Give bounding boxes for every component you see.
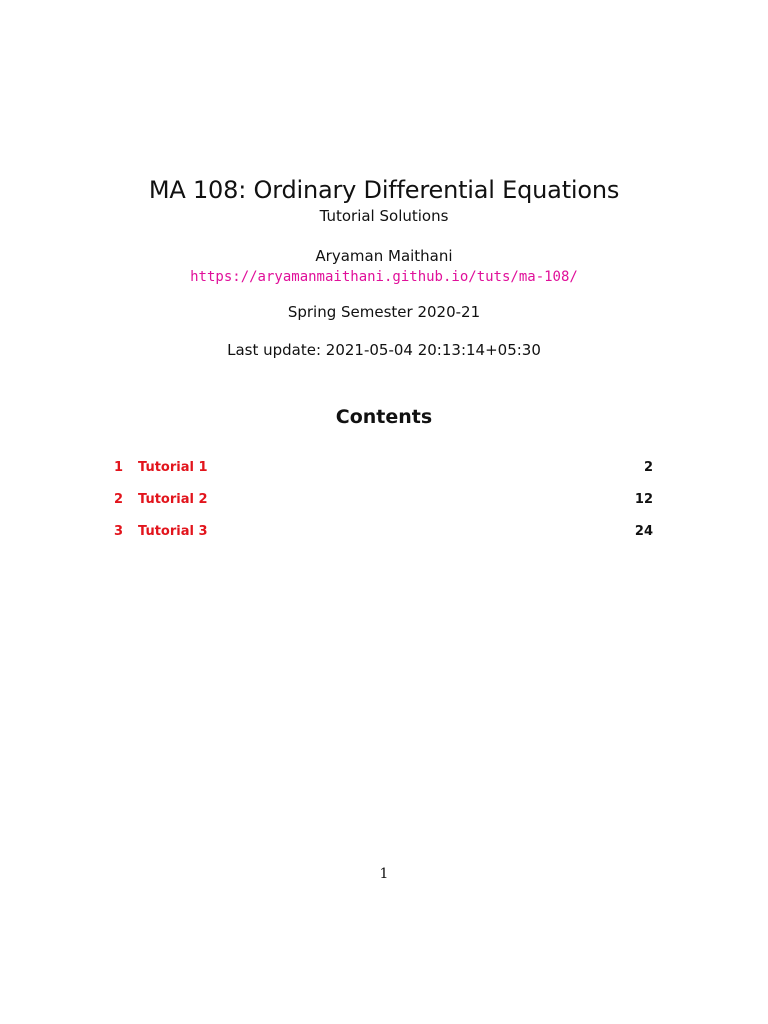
toc-entry-tutorial-1[interactable]	[114, 456, 653, 478]
table-of-contents	[114, 456, 653, 552]
toc-entry-tutorial-3[interactable]	[114, 520, 653, 542]
toc-entry-number: 1	[114, 459, 124, 475]
toc-entry-tutorial-2[interactable]	[114, 488, 653, 510]
document-subtitle: Tutorial Solutions	[319, 207, 449, 225]
toc-entry-page: 12	[634, 491, 653, 507]
last-update-label: Last update: 2021-05-04 20:13:14+05:30	[227, 341, 541, 359]
toc-entry-page: 24	[634, 523, 653, 539]
title-block	[0, 172, 768, 360]
author-url-link[interactable]: https://aryamanmaithani.github.io/tuts/ma-108/	[190, 269, 578, 285]
toc-entry-title[interactable]: Tutorial 2	[138, 491, 208, 507]
toc-entry-title[interactable]: Tutorial 1	[138, 459, 208, 475]
author-name: Aryaman Maithani	[315, 247, 453, 265]
page-number: 1	[379, 866, 389, 882]
contents-heading: Contents	[335, 406, 433, 428]
toc-entry-title[interactable]: Tutorial 3	[138, 523, 208, 539]
toc-entry-page: 2	[643, 459, 653, 475]
semester-label: Spring Semester 2020-21	[287, 303, 481, 321]
toc-entry-number: 2	[114, 491, 124, 507]
document-title: MA 108: Ordinary Differential Equations	[148, 176, 620, 204]
toc-entry-number: 3	[114, 523, 124, 539]
